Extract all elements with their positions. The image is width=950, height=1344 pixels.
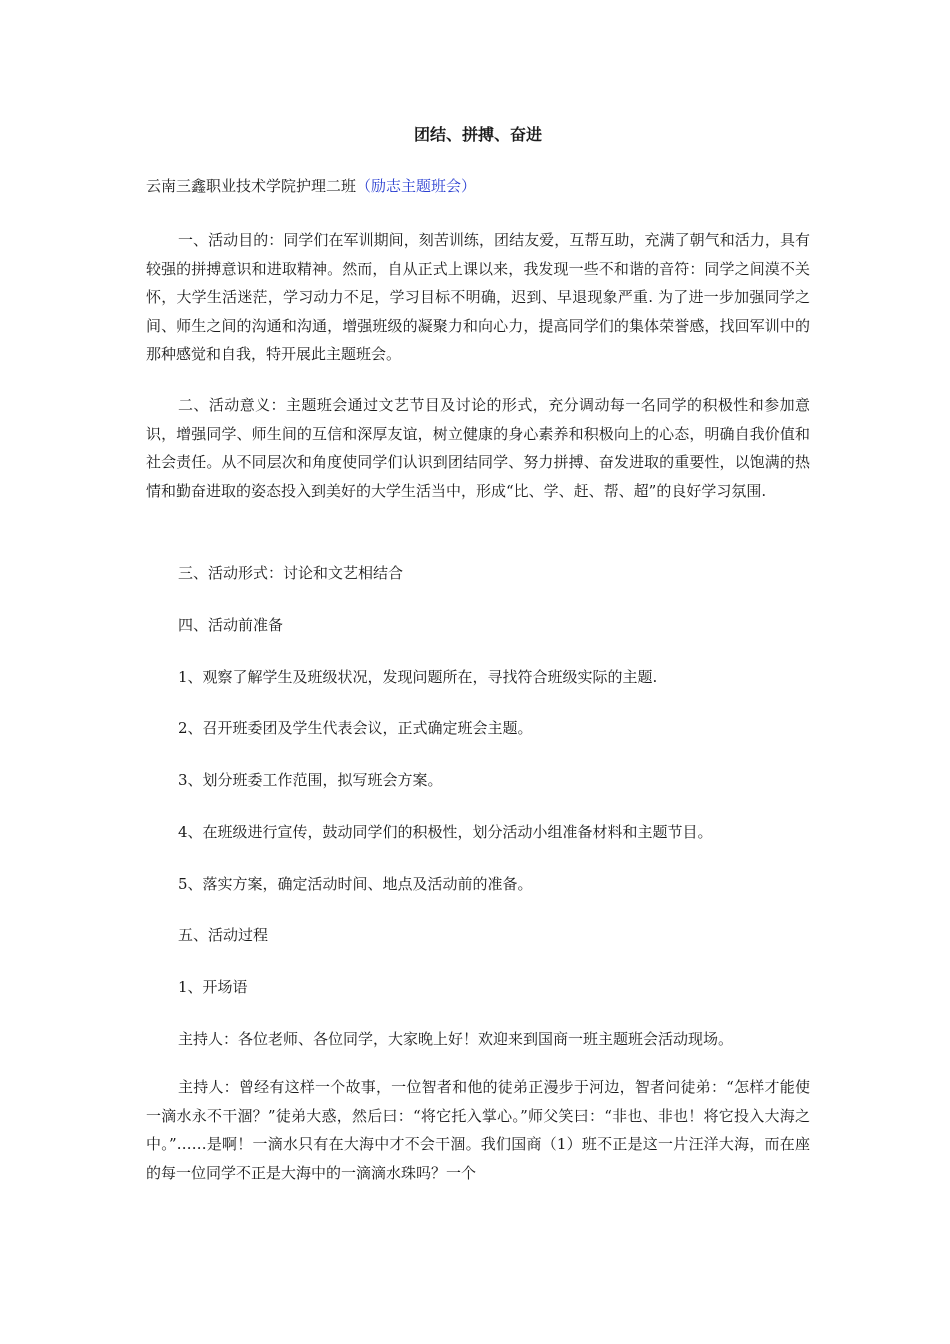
document-title: 团结、拼搏、奋进 — [413, 125, 542, 144]
host-line-2: 主持人：曾经有这样一个故事，一位智者和他的徒弟正漫步于河边，智者问徒弟：“怎样才能使一滴水永不干涸？”徒弟大惑，然后曰：“将它托入掌心。”师父笑曰：“非也、非也！将它投入大海之中。”……是啊！一滴水只有在大海中才不会干涸。我们国商（1）班不正是这一片汪洋大海，而在座的每一位同学不正是大海中的一滴滴水珠吗？一个 — [146, 1078, 810, 1182]
section-process-heading: 五、活动过程 — [178, 926, 269, 944]
section-purpose: 一、活动目的：同学们在军训期间，刻苦训练，团结友爱，互帮互助，充满了朝气和活力，具有较强的拼搏意识和进取精神。然而，自从正式上课以来，我发现一些不和谐的音符：同学之间漠不关怀，大学生活迷茫，学习动力不足，学习目标不明确，迟到、早退现象严重. 为了进一步加强同学之间、师生之间的沟通和沟通，增强班级的凝聚力和向心力，提高同学们的集体荣誉感，找回军训中的那种感觉和自我，特开展此主题班会。 — [146, 231, 810, 364]
host-line-1: 主持人：各位老师、各位同学，大家晚上好！欢迎来到国商一班主题班会活动现场。 — [178, 1030, 734, 1048]
prep-item-4: 4、在班级进行宣传，鼓动同学们的积极性，划分活动小组准备材料和主题节目。 — [178, 823, 713, 841]
prep-item-2: 2、召开班委团及学生代表会议，正式确定班会主题。 — [178, 719, 533, 737]
subtitle-class-name: 云南三鑫职业技术学院护理二班 — [146, 177, 357, 195]
subtitle-theme-link[interactable]: （励志主题班会） — [356, 177, 477, 195]
prep-item-3: 3、划分班委工作范围，拟写班会方案。 — [178, 771, 443, 789]
prep-item-5: 5、落实方案，确定活动时间、地点及活动前的准备。 — [178, 875, 533, 893]
section-prep-heading: 四、活动前准备 — [178, 616, 284, 634]
section-meaning: 二、活动意义：主题班会通过文艺节目及讨论的形式，充分调动每一名同学的积极性和参加意识，增强同学、师生间的互信和深厚友谊，树立健康的身心素养和积极向上的心态，明确自我价值和社会责任。从不同层次和角度使同学们认识到团结同学、努力拼搏、奋发进取的重要性，以饱满的热情和勤奋进取的姿态投入到美好的大学生活当中，形成“比、学、赶、帮、超”的良好学习氛围. — [146, 396, 810, 500]
document-subtitle — [146, 174, 476, 198]
opening-heading: 1、开场语 — [178, 978, 248, 996]
prep-item-1: 1、观察了解学生及班级状况，发现问题所在，寻找符合班级实际的主题. — [178, 668, 658, 686]
section-form: 三、活动形式：讨论和文艺相结合 — [178, 564, 404, 582]
